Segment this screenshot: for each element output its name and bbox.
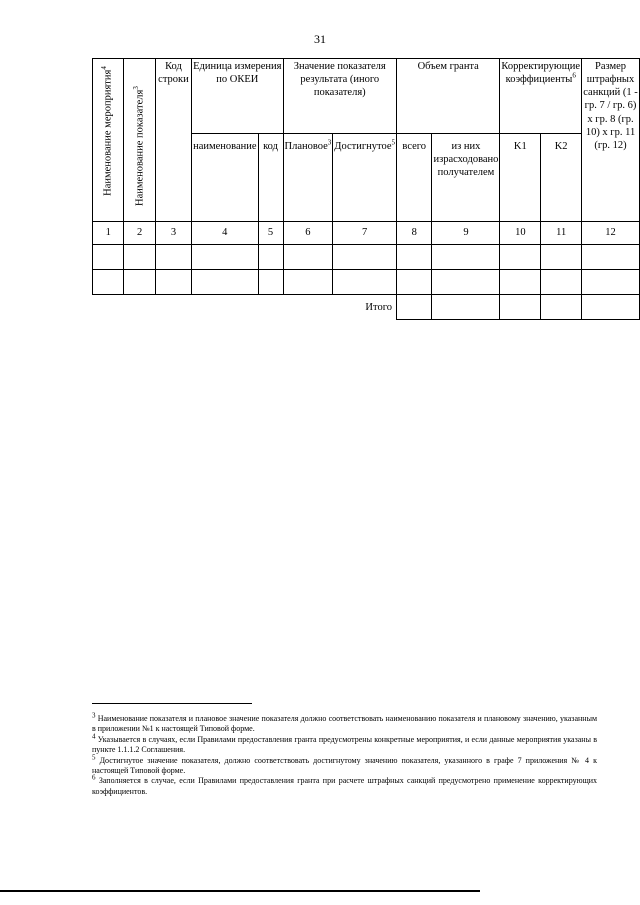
total-row [93, 295, 640, 320]
header-unit-name: наименование [192, 134, 258, 222]
header-coef-group: Корректирующие коэффициенты$^6$ [500, 59, 582, 134]
total-cell [582, 295, 640, 320]
column-number: 4 [192, 222, 258, 245]
table-cell [192, 245, 258, 270]
column-number: 7 [333, 222, 397, 245]
footnote: $^6$ Заполняется в случае, если Правилами предоставления гранта при расчете штрафных санкций предусмотрено применение корректирующих коэффициентов. [92, 773, 598, 796]
column-number: 12 [582, 222, 640, 245]
table-cell [500, 245, 541, 270]
table-cell [258, 270, 283, 295]
column-number: 5 [258, 222, 283, 245]
footnote-divider [92, 703, 252, 704]
table-cell [155, 245, 191, 270]
table-cell [541, 245, 582, 270]
header-penalty: Размер штрафных санкций (1 - гр. 7 / гр. 6) x гр. 8 (гр. 10) x гр. 11 (гр. 12) [582, 59, 640, 222]
header-value-group: Значение показателя результата (иного показателя) [283, 59, 397, 134]
table-cell [258, 245, 283, 270]
footnotes [92, 711, 598, 797]
total-label: Итого [365, 301, 392, 313]
table-cell [582, 270, 640, 295]
table-cell [397, 245, 432, 270]
column-number: 9 [432, 222, 500, 245]
table-cell [124, 270, 155, 295]
footnote: $^5$ Достигнутое значение показателя, должно соответствовать достигнутому значению показателя, указанного в графе 7 приложения № 4 к настоящей Типовой форме. [92, 752, 597, 775]
header-grant-group: Объем гранта [397, 59, 500, 134]
header-coef-k1: K1 [500, 134, 541, 222]
footnote: $^3$ Наименование показателя и плановое значение показателя должно соответствовать наименованию показателя и плановому значению, указанным в приложении №1 к настоящей Типовой форме. [92, 711, 598, 734]
table-cell [283, 245, 333, 270]
total-cell [541, 295, 582, 320]
table-cell [432, 245, 500, 270]
table-cell [500, 270, 541, 295]
header-value-actual: Достигнутое$^5$ [333, 134, 397, 222]
table-cell [432, 270, 500, 295]
header-value-plan: Плановое$^3$ [283, 134, 333, 222]
header-coef-k2: K2 [541, 134, 582, 222]
table-cell [582, 245, 640, 270]
table-row [93, 270, 640, 295]
total-cell [432, 295, 500, 320]
grant-penalty-table [92, 58, 640, 320]
table-cell [283, 270, 333, 295]
column-number: 6 [283, 222, 333, 245]
table-cell [333, 270, 397, 295]
page-number: 31 [314, 32, 326, 46]
table-cell [93, 245, 124, 270]
table-cell [155, 270, 191, 295]
table-header-row [93, 59, 640, 134]
total-cell [500, 295, 541, 320]
table-cell [397, 270, 432, 295]
header-unit-code: код [258, 134, 283, 222]
table-row [93, 245, 640, 270]
table-cell [333, 245, 397, 270]
total-cell [397, 295, 432, 320]
column-number: 8 [397, 222, 432, 245]
header-row-code: Код строки [155, 59, 191, 222]
column-number: 11 [541, 222, 582, 245]
table-cell [124, 245, 155, 270]
header-grant-spent: из них израсходовано получателем [432, 134, 500, 222]
table-cell [541, 270, 582, 295]
column-number: 1 [93, 222, 124, 245]
column-number: 2 [124, 222, 155, 245]
scan-edge-line [0, 890, 480, 892]
header-grant-total: всего [397, 134, 432, 222]
header-indicator-name: Наименование показателя$^3$ [124, 59, 155, 222]
footnote: $^4$ Указывается в случаях, если Правилами предоставления гранта предусмотрены конкретные мероприятия, и если данные мероприятия указаны в пункте 1.1.1.2 Соглашения. [92, 732, 598, 755]
header-unit-group: Единица измерения по ОКЕИ [192, 59, 283, 134]
column-number: 3 [155, 222, 191, 245]
header-event-name: Наименование мероприятия$^4$ [93, 59, 124, 222]
table-cell [93, 270, 124, 295]
column-numbers-row [93, 222, 640, 245]
table-cell [192, 270, 258, 295]
column-number: 10 [500, 222, 541, 245]
